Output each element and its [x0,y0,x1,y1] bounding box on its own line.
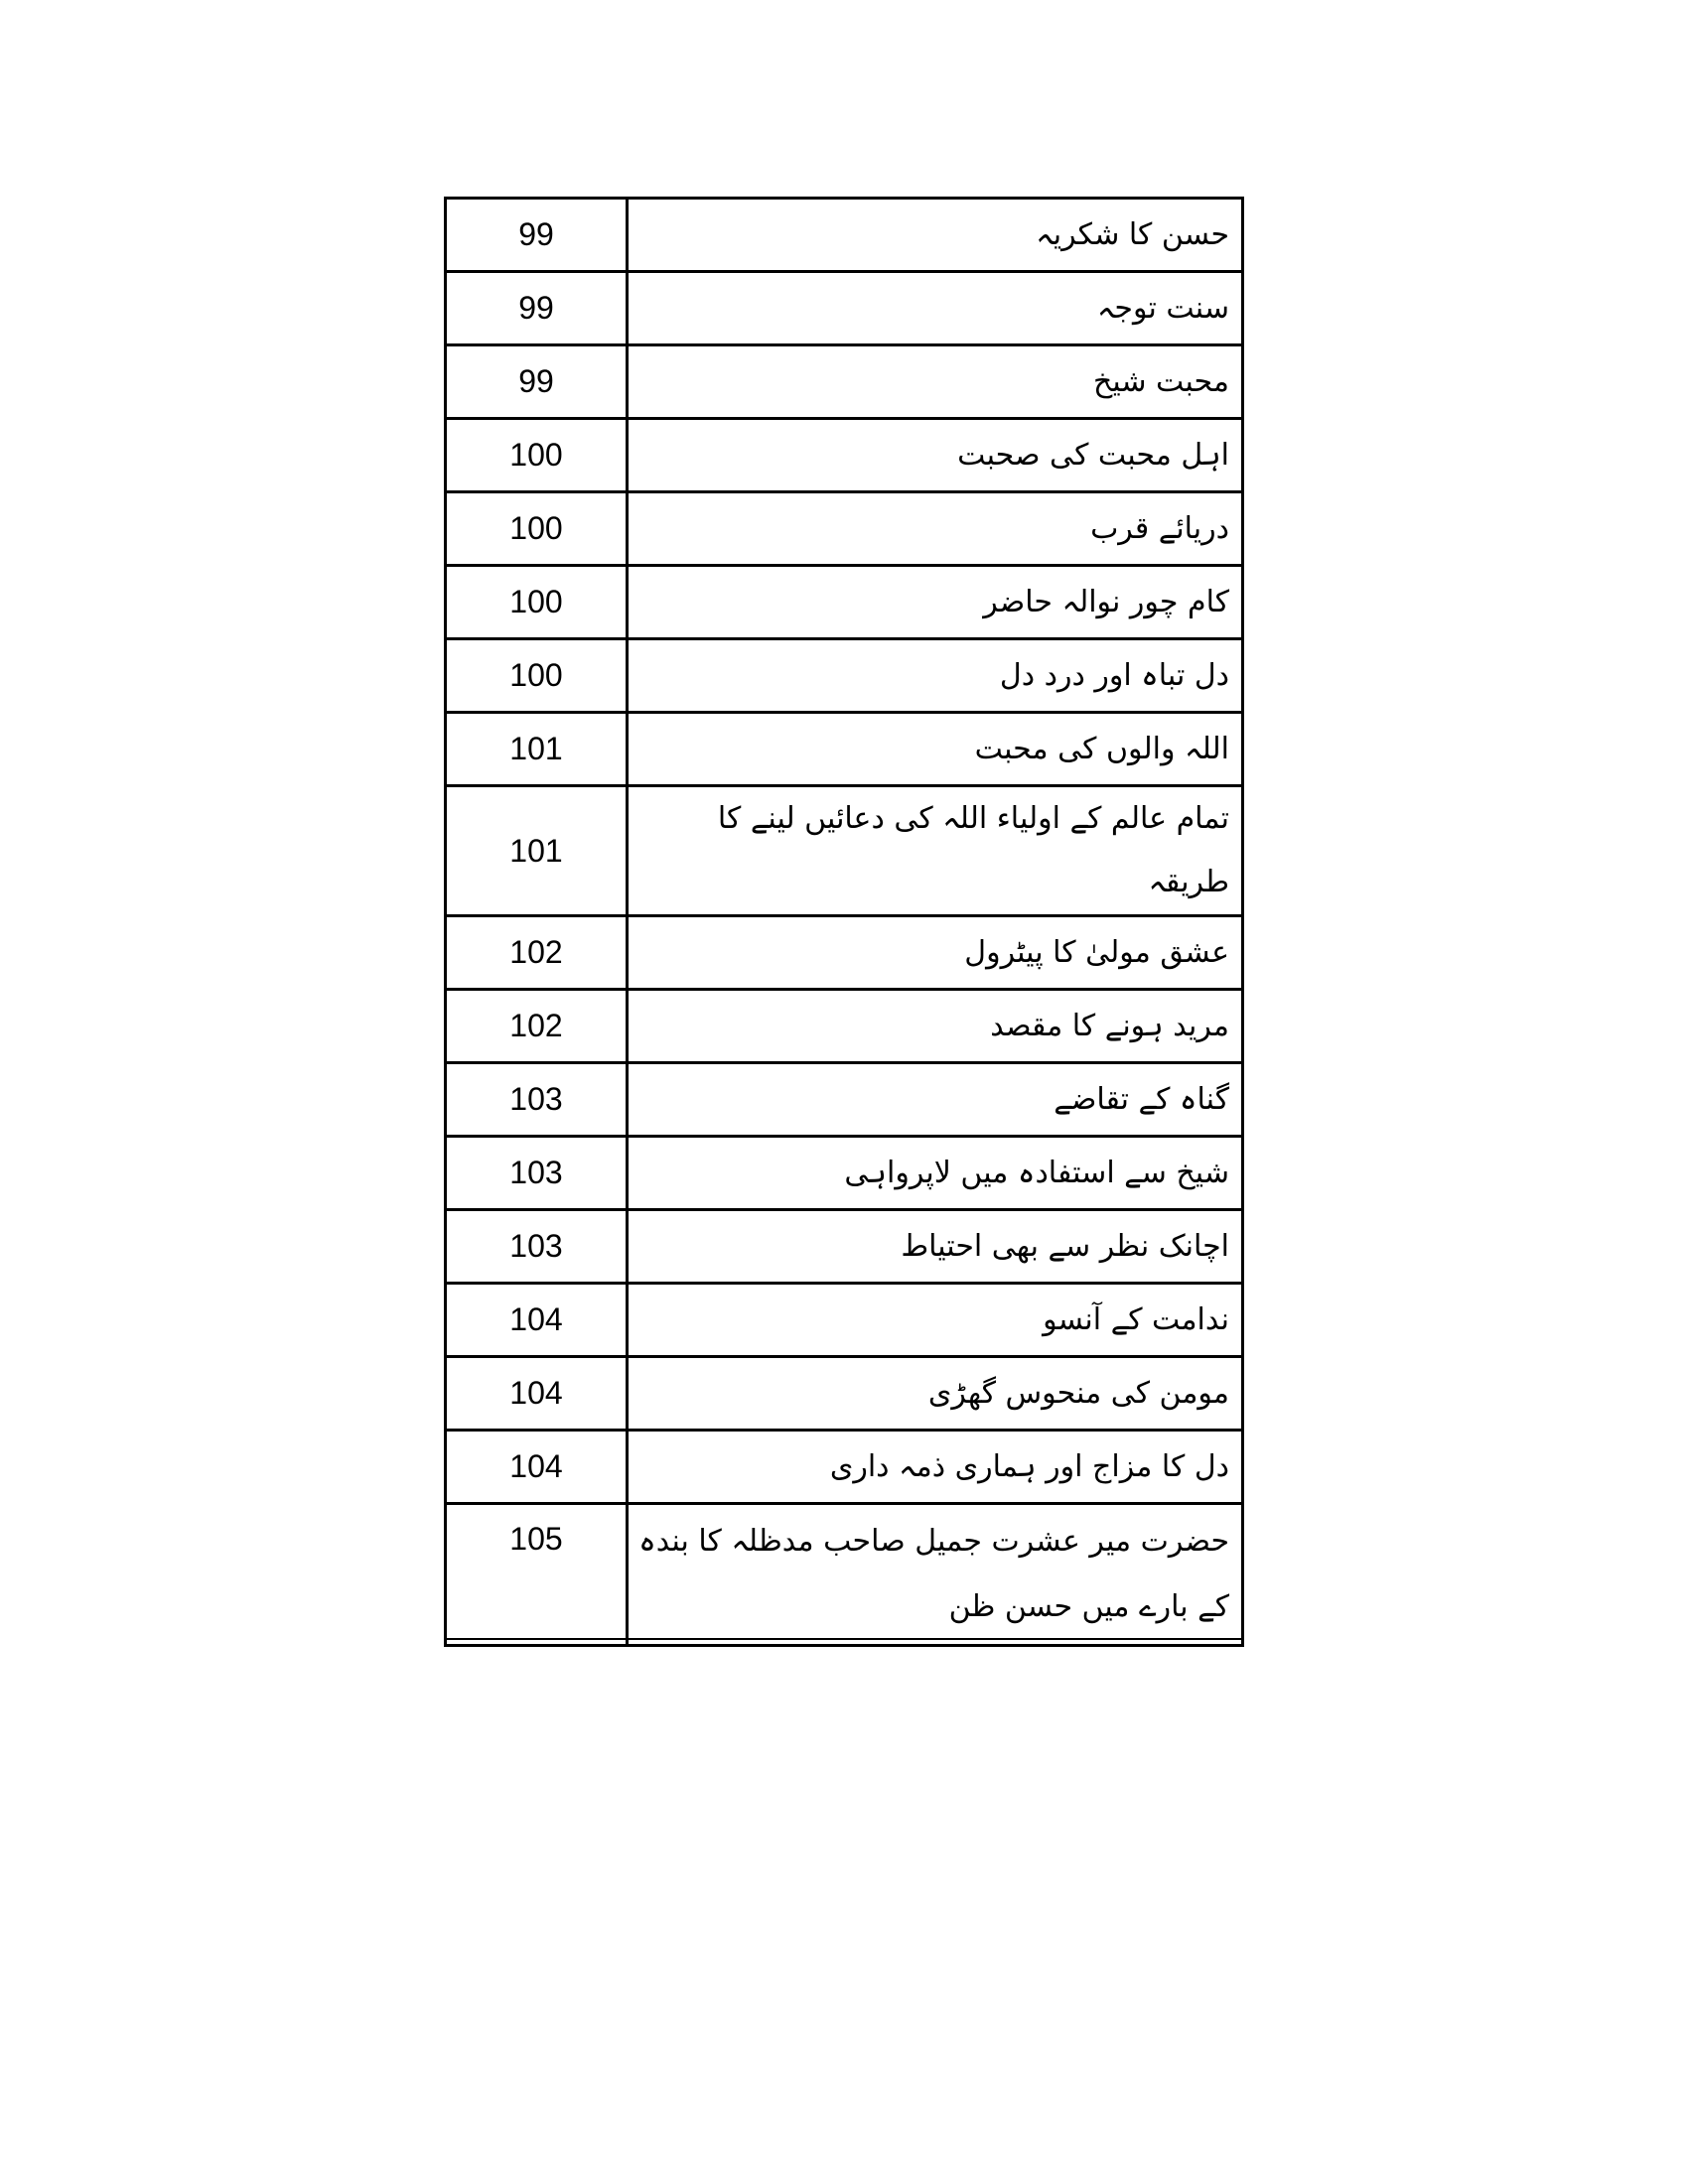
page-number: 103 [446,1137,628,1210]
table-row [446,786,1243,916]
table-row [446,1284,1243,1357]
page-number: 101 [446,713,628,786]
page-number: 105 [446,1504,628,1646]
entry-title: اللہ والوں کی محبت [628,713,1243,786]
page-number: 99 [446,345,628,419]
table-row [446,492,1243,566]
footer-divider [447,1638,1244,1640]
page-number: 100 [446,566,628,639]
table-row [446,990,1243,1063]
toc-body [446,199,1243,1646]
page-number: 102 [446,990,628,1063]
entry-title: محبت شیخ [628,345,1243,419]
entry-title: دل تباہ اور درد دل [628,639,1243,713]
table-row [446,345,1243,419]
table-row [446,1504,1243,1646]
table-row [446,713,1243,786]
page-number: 100 [446,639,628,713]
entry-title: تمام عالم کے اولیاء اللہ کی دعائیں لینے کا طریقہ [628,786,1243,916]
page-number: 103 [446,1210,628,1284]
entry-title: اہل محبت کی صحبت [628,419,1243,492]
page-number: 100 [446,419,628,492]
entry-title: شیخ سے استفادہ میں لاپرواہی [628,1137,1243,1210]
entry-title: گناہ کے تقاضے [628,1063,1243,1137]
table-row [446,1063,1243,1137]
entry-title: کام چور نوالہ حاضر [628,566,1243,639]
entry-title: مرید ہونے کا مقصد [628,990,1243,1063]
table-row [446,419,1243,492]
page-number: 103 [446,1063,628,1137]
entry-title: سنت توجہ [628,272,1243,345]
entry-title: حسن کا شکریہ [628,199,1243,272]
table-row [446,639,1243,713]
table-row [446,916,1243,990]
page-number: 99 [446,199,628,272]
page-number: 104 [446,1357,628,1431]
table-of-contents [444,197,1244,1647]
table-row [446,566,1243,639]
entry-title: مومن کی منحوس گھڑی [628,1357,1243,1431]
entry-title: عشق مولیٰ کا پیٹرول [628,916,1243,990]
table-row [446,1210,1243,1284]
page-number: 102 [446,916,628,990]
table-row [446,1357,1243,1431]
table-row [446,199,1243,272]
entry-title: دل کا مزاج اور ہماری ذمہ داری [628,1431,1243,1504]
entry-title: اچانک نظر سے بھی احتیاط [628,1210,1243,1284]
page-number: 101 [446,786,628,916]
page-number: 100 [446,492,628,566]
table-row [446,1431,1243,1504]
entry-title: ندامت کے آنسو [628,1284,1243,1357]
table-row [446,1137,1243,1210]
page-number: 104 [446,1284,628,1357]
entry-title: دریائے قرب [628,492,1243,566]
page-number: 99 [446,272,628,345]
page-number: 104 [446,1431,628,1504]
entry-title: حضرت میر عشرت جمیل صاحب مدظلہ کا بندہ کے بارے میں حسن ظن [628,1504,1243,1646]
table-row [446,272,1243,345]
